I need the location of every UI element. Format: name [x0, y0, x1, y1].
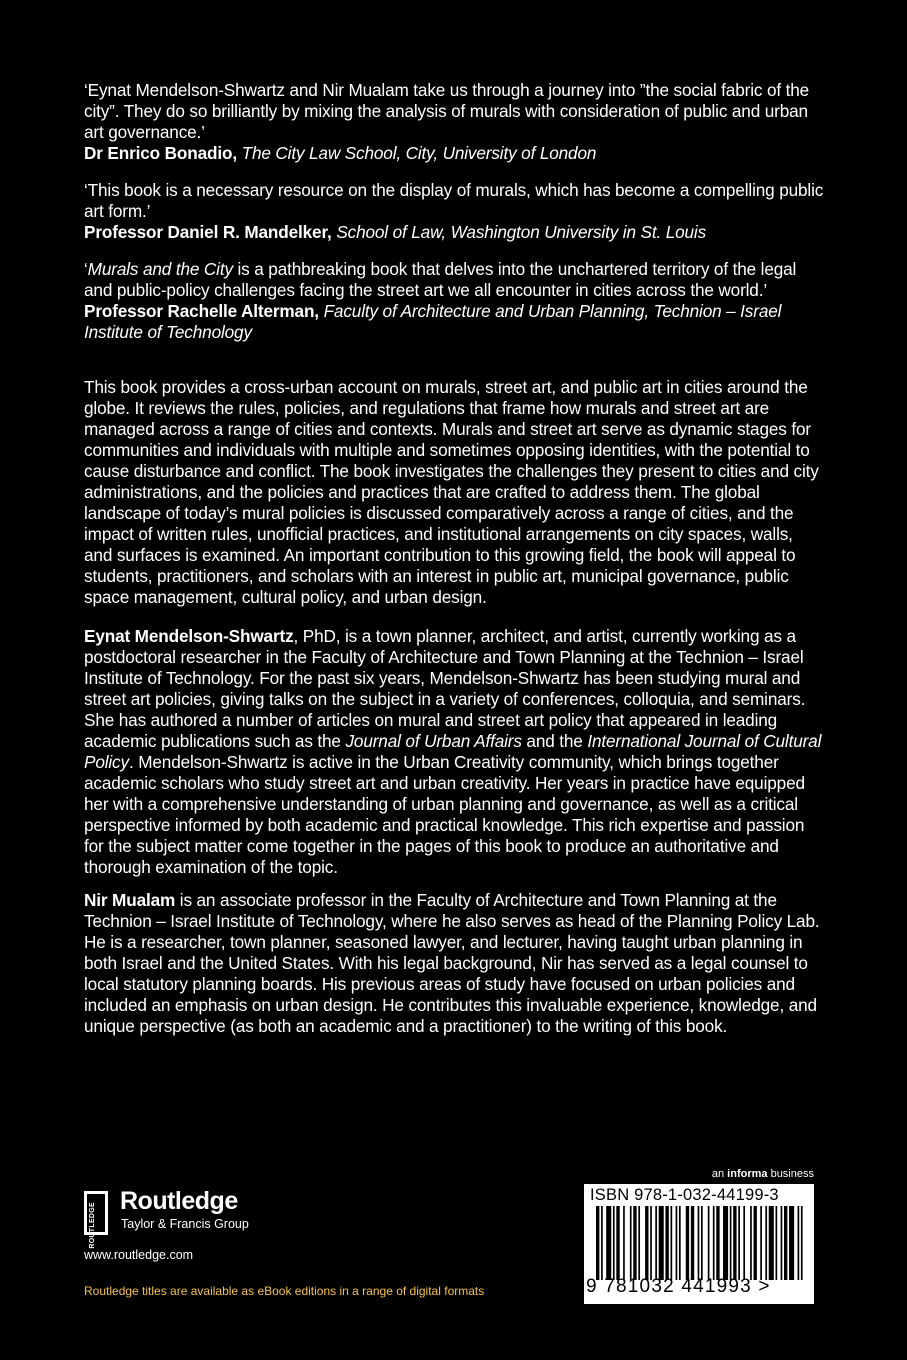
isbn-barcode	[584, 1184, 814, 1304]
barcode-bar	[596, 1206, 599, 1280]
publisher-website: www.routledge.com	[84, 1248, 194, 1262]
barcode-bar	[633, 1206, 636, 1280]
barcode-bar	[601, 1206, 603, 1280]
cover-footer	[84, 1168, 824, 1325]
bio-text: is an associate professor in the Faculty of Architecture and Town Planning at the Technion – Israel Institute of Technology, where he also serves as head of the Planning Policy Lab. He is a researcher, town planner, seasoned lawyer, and lecturer, having taught urban planning in both Israel and the United States. With his legal background, Nir has served as a legal counsel to local statutory planning boards. His previous areas of study have focused on urban policies and included an emphasis on urban design. He contributes this invaluable experience, knowledge, and unique perspective (as both an academic and a practitioner) to the writing of this book.	[84, 890, 820, 1036]
barcode-bars-icon	[596, 1206, 806, 1280]
praise-quote-3: ‘Murals and the City is a pathbreaking book that delves into the unchartered territory of the legal and public-policy challenges facing the street art we all encounter in cities across the world.’ Professor Rachelle Alterman, Faculty of Architecture and Urban Planning, Technion – Israel Institute of Technology	[84, 259, 797, 342]
praise-name: Professor Rachelle Alterman,	[84, 301, 319, 321]
barcode-bar	[701, 1206, 703, 1280]
praise-quote-1	[84, 80, 824, 164]
barcode-bar	[760, 1206, 762, 1280]
barcode-bar	[613, 1206, 615, 1280]
praise-text: ‘Eynat Mendelson-Shwartz and Nir Mualam take us through a journey into ”the social fabric of the city”. They do so brilliantly by mixing the analysis of murals with consideration of public and urban art governance.’	[84, 80, 810, 142]
barcode-bar	[801, 1206, 803, 1280]
barcode-bar	[743, 1206, 745, 1280]
barcode-bar	[679, 1206, 681, 1280]
barcode-bar	[655, 1206, 657, 1280]
bio-text: , PhD, is a town planner, architect, and artist, currently working as a postdoctoral researcher in the Faculty of Architecture and Town Planning at the Technion – Israel Institute of Technology. For the past six years, Mendelson-Shwartz has been studying mural and street art policies, giving talks on the subject in a variety of conferences, colloquia, and seminars. She has authored a number of articles on mural and street art policy that appeared in leading academic publications such as the	[84, 626, 806, 751]
barcode-bar	[733, 1206, 736, 1280]
barcode-digits: 9 781032 441993 >	[586, 1276, 771, 1297]
author-bio-1	[84, 626, 824, 878]
barcode-bar	[623, 1206, 625, 1280]
barcode-bar	[784, 1206, 787, 1280]
praise-name: Professor Daniel R. Mandelker,	[84, 222, 332, 242]
barcode-bar	[765, 1206, 767, 1280]
back-cover-text	[84, 80, 824, 1049]
journal-title: International Journal of Cultural Policy	[84, 731, 822, 772]
barcode-bar	[713, 1206, 715, 1280]
barcode-bar	[754, 1206, 757, 1280]
barcode-bar	[781, 1206, 783, 1280]
praise-quote-2	[84, 180, 824, 243]
bio-text: and the	[521, 731, 588, 751]
barcode-bar	[665, 1206, 668, 1280]
book-title-italic: Murals and the City	[87, 259, 233, 279]
bio-text: . Mendelson-Shwartz is active in the Urban Creativity community, which brings together academic scholars who study street art and urban creativity. Her years in practice have equipped her with a comprehensive understanding of urban planning and governance, as well as a critical perspective informed by both academic and practical knowledge. This rich expertise and passion for the subject matter come together in the pages of this book to produce an authoritative and thorough examination of the topic.	[84, 752, 805, 877]
barcode-bar	[645, 1206, 648, 1280]
barcode-bar	[638, 1206, 640, 1280]
praise-affiliation: School of Law, Washington University in St. Louis	[336, 222, 707, 242]
isbn-text: ISBN 978-1-032-44199-3	[590, 1186, 779, 1204]
barcode-bar	[659, 1206, 664, 1280]
barcode-bar	[676, 1206, 678, 1280]
informa-tagline: an informa business	[711, 1168, 814, 1180]
barcode-bar	[691, 1206, 694, 1280]
praise-affiliation: Faculty of Architecture and Urban Planning, Technion – Israel Institute of Technology	[84, 301, 782, 342]
routledge-mark-icon: ROUTLEDGE	[84, 1191, 108, 1235]
barcode-bar	[789, 1206, 794, 1280]
barcode-bar	[708, 1206, 710, 1280]
barcode-bar	[769, 1206, 774, 1280]
barcode-bar	[606, 1206, 611, 1280]
publisher-group: Taylor & Francis Group	[121, 1217, 249, 1231]
book-description: This book provides a cross-urban account on murals, street art, and public art in cities around the globe. It reviews the rules, policies, and regulations that frame how murals and street art are managed across a range of cities and contexts. Murals and street art serve as dynamic stages for communities and individuals with multiple and sometimes opposing identities, with the potential to cause disturbance and conflict. The book investigates the challenges they present to cities and city administrations, and the policies and practices that are crafted to address them. The global landscape of today’s mural policies is discussed comparatively across a range of cities, and the impact of written rules, unofficial practices, and institutional arrangements on city spaces, walls, and surfaces is examined. An important contribution to this growing field, the book will appeal to students, practitioners, and scholars with an interest in public art, municipal governance, public space management, cultural policy, and urban design.	[84, 377, 819, 607]
praise-text: is a pathbreaking book that delves into the unchartered territory of the legal and public-policy challenges facing the street art we all encounter in cities across the world.’	[84, 259, 797, 300]
publisher-name: Routledge	[120, 1187, 238, 1215]
barcode-bar	[776, 1206, 778, 1280]
barcode-bar	[750, 1206, 752, 1280]
barcode-bar	[716, 1206, 719, 1280]
ebook-note: Routledge titles are available as eBook editions in a range of digital formats	[84, 1284, 485, 1298]
praise-name: Dr Enrico Bonadio,	[84, 143, 237, 163]
author-bio-2	[84, 890, 824, 1037]
barcode-bar	[616, 1206, 619, 1280]
barcode-bar	[686, 1206, 689, 1280]
author-name: Nir Mualam	[84, 890, 176, 910]
barcode-bar	[723, 1206, 728, 1280]
author-name: Eynat Mendelson-Shwartz	[84, 626, 294, 646]
barcode-bar	[698, 1206, 700, 1280]
praise-text: ‘This book is a necessary resource on the display of murals, which has become a compelling public art form.’	[84, 180, 824, 221]
barcode-bar	[630, 1206, 632, 1280]
barcode-bar	[730, 1206, 732, 1280]
barcode-bar	[798, 1206, 800, 1280]
praise-affiliation: The City Law School, City, University of London	[241, 143, 597, 163]
journal-title: Journal of Urban Affairs	[345, 731, 522, 751]
barcode-bar	[738, 1206, 740, 1280]
barcode-bar	[671, 1206, 673, 1280]
barcode-bar	[650, 1206, 652, 1280]
